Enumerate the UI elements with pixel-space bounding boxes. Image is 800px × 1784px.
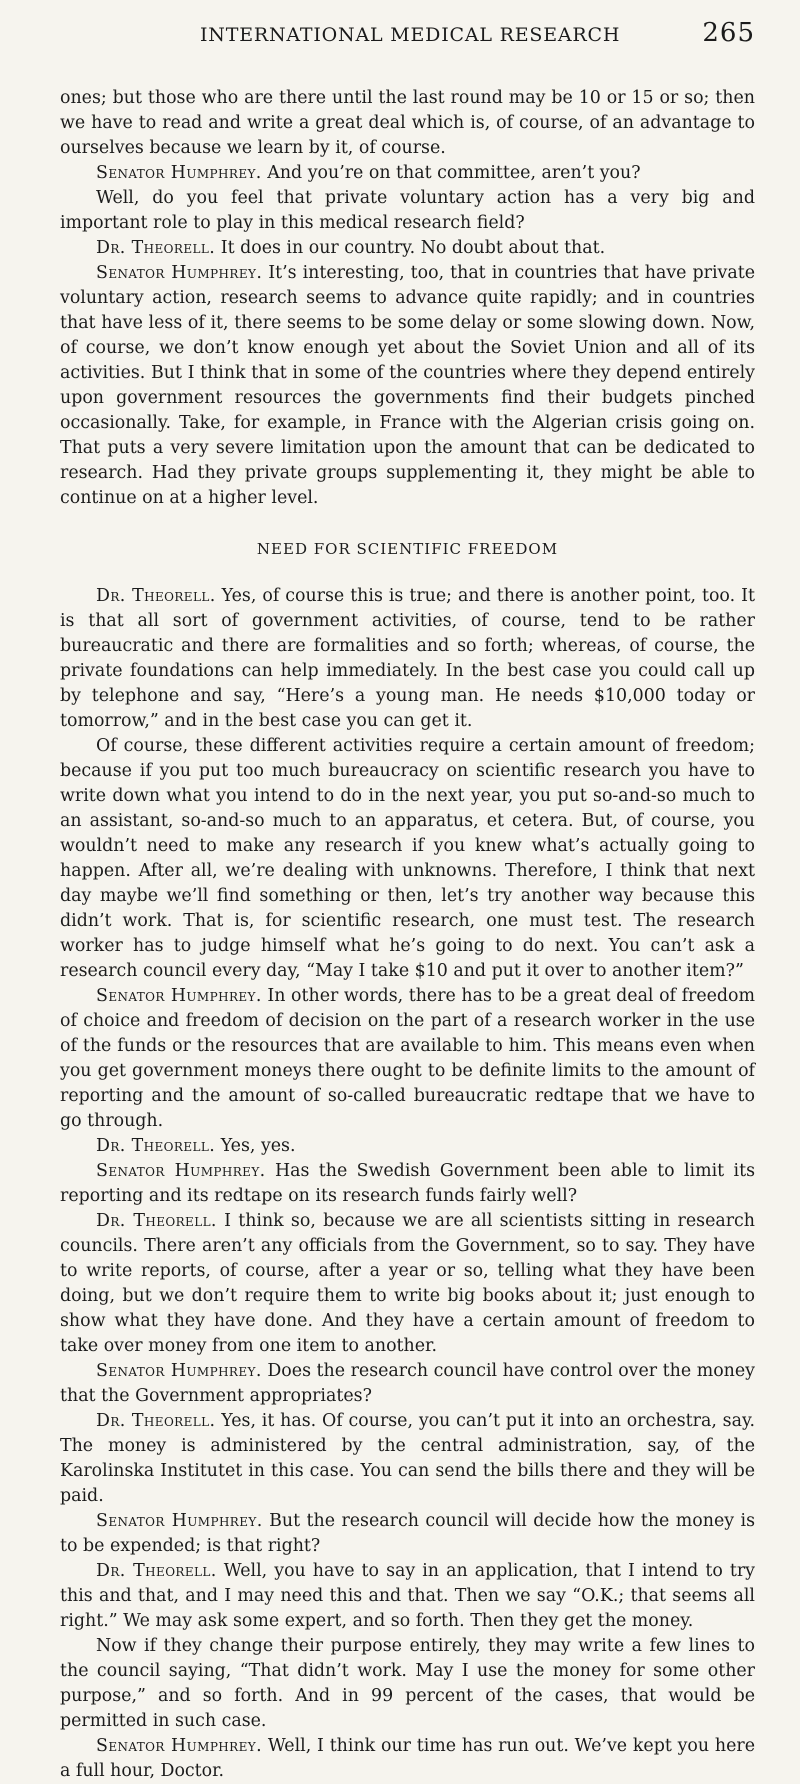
paragraph-7: Of course, these different activities require a certain amount of freedom; because if you put too much bureaucracy on scientific research you have to write down what you intend to do in the next year, you put so-and-so much to an assistant, so-and-so much to an apparatus, et cetera. But, of course, you wouldn’t need to make any research if you knew what’s actually going to happen. After all, we’re dealing with unknowns. Therefore, I think that next day maybe we’ll find something or then, let’s try another way because this didn’t work. That is, for scientific research, one must test. The research worker has to judge himself what he’s going to do next. You can’t ask a research council every day, “May I take $10 and put it over to another item?” [60,736,755,981]
paragraph-10: Senator Humphrey. Has the Swedish Government been able to limit its reporting and its redtape on its research funds fairly well? [60,1161,755,1206]
speaker: Dr. Theorell. [96,1561,217,1581]
paragraph-1: ones; but those who are there until the last round may be 10 or 15 or so; then we have to read and write a great deal which is, of course, of an advantage to ourselves because we learn by it, of course. [60,88,755,158]
paragraph-15: Dr. Theorell. Well, you have to say in an application, that I intend to try this and that, and I may need this and that. Then we say “O.K.; that seems all right.” We may ask some expert, and so forth. Then they get the money. [60,1561,756,1631]
speaker: Dr. Theorell. [96,1411,216,1431]
paragraph-6: Dr. Theorell. Yes, of course this is true; and there is another point, too. It is that all sort of government activities, of course, tend to be rather bureaucratic and there are formalities and so forth; whereas, of course, the private foundations can help immediately. In the best case you could call up by telephone and say, “Here’s a young man. He needs $10,000 today or tomorrow,” and in the best case you can get it. [60,586,755,731]
speaker: Senator Humphrey. [96,263,263,283]
paragraph-4: Dr. Theorell. It does in our country. No doubt about that. [96,238,606,258]
speaker: Dr. Theorell. [96,1136,216,1156]
speaker: Senator Humphrey. [96,1511,263,1531]
speaker: Senator Humphrey. [96,1361,262,1381]
speaker: Dr. Theorell. [96,586,216,606]
paragraph-13: Dr. Theorell. Yes, it has. Of course, you can’t put it into an orchestra, say. The money is administered by the central administration, say, of the Karolinska Institutet in this case. You can send the bills there and they will be paid. [60,1411,755,1506]
speaker: Senator Humphrey. [96,1736,263,1756]
speaker: Senator Humphrey. [96,986,262,1006]
running-header [60,18,755,48]
paragraph-5: Senator Humphrey. It’s interesting, too, that in countries that have private voluntary action, research seems to advance quite rapidly; and in countries that have less of it, there seems to be some delay or some slowing down. Now, of course, we don’t know enough yet about the Soviet Union and all of its activities. But I think that in some of the countries where they depend entirely upon government resources the governments find their budgets pinched occasionally. Take, for example, in France with the Algerian crisis going on. That puts a very severe limitation upon the amount that can be dedicated to research. Had they private groups supplementing it, they might be able to continue on at a higher level. [60,263,755,508]
paragraph-16: Now if they change their purpose entirely, they may write a few lines to the council saying, “That didn’t work. May I use the money for some other purpose,” and so forth. And in 99 percent of the cases, that would be permitted in such case. [60,1636,755,1731]
speaker: Dr. Theorell. [96,1211,217,1231]
page-number: 265 [702,18,755,48]
speaker: Dr. Theorell. [96,238,216,258]
running-title: INTERNATIONAL MEDICAL RESEARCH [200,24,621,46]
paragraph-12: Senator Humphrey. Does the research council have control over the money that the Government appropriates? [60,1361,755,1406]
paragraph-17: Senator Humphrey. Well, I think our time has run out. We’ve kept you here a full hour, Doctor. [60,1736,756,1781]
section-heading: NEED FOR SCIENTIFIC FREEDOM [256,540,559,558]
paragraph-11: Dr. Theorell. I think so, because we are all scientists sitting in research councils. There aren’t any officials from the Government, so to say. They have to write reports, of course, after a year or so, telling what they have been doing, but we don’t require them to write big books about it; just enough to show what they have done. And they have a certain amount of freedom to take over money from one item to another. [60,1211,755,1356]
body-text [60,86,755,1784]
paragraph-2: Senator Humphrey. And you’re on that committee, aren’t you? [96,163,641,183]
paragraph-14: Senator Humphrey. But the research council will decide how the money is to be expended; is that right? [60,1511,755,1556]
paragraph-8: Senator Humphrey. In other words, there has to be a great deal of freedom of choice and freedom of decision on the part of a research worker in the use of the funds or the resources that are available to him. This means even when you get government moneys there ought to be definite limits to the amount of reporting and the amount of so-called bureaucratic redtape that we have to go through. [60,986,755,1131]
paragraph-9: Dr. Theorell. Yes, yes. [96,1136,296,1156]
speaker: Senator Humphrey. [96,163,262,183]
paragraph-3: Well, do you feel that private voluntary action has a very big and important role to play in this medical research field? [60,188,755,233]
speaker: Senator Humphrey. [96,1161,266,1181]
